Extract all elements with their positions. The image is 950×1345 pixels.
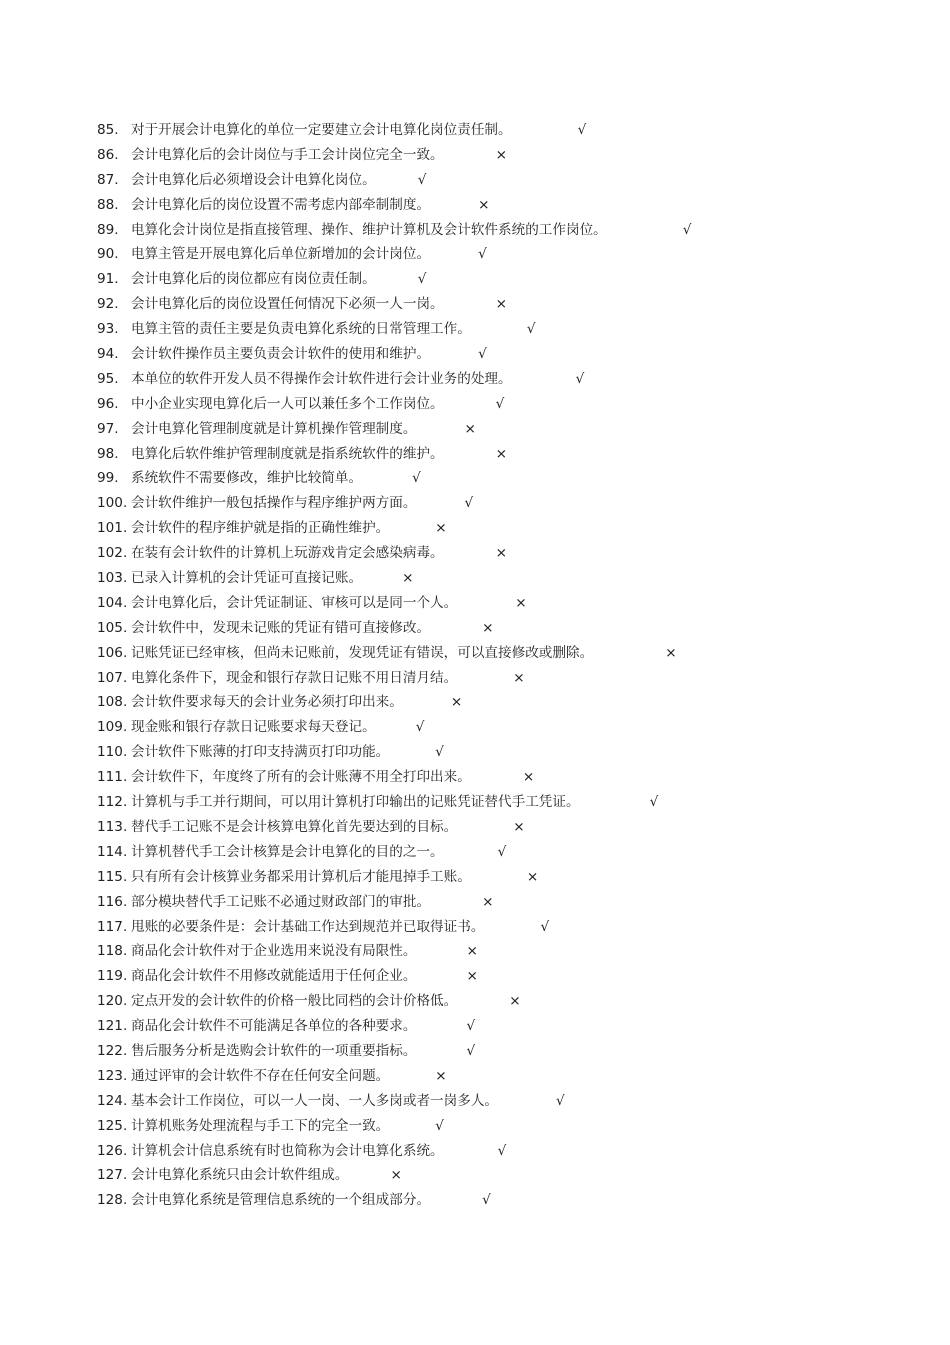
- item-text: 会计电算化后必须增设会计电算化岗位。: [131, 171, 376, 188]
- check-mark: √: [577, 122, 587, 138]
- item-text: 中小企业实现电算化后一人可以兼任多个工作岗位。: [131, 395, 444, 412]
- item-text: 电算主管是开展电算化后单位新增加的会计岗位。: [131, 246, 431, 263]
- item-number: 110.: [97, 744, 128, 761]
- cross-mark: ×: [435, 1067, 447, 1084]
- list-item: [97, 541, 917, 566]
- question-list: [97, 118, 917, 1213]
- item-number: 107.: [97, 669, 128, 686]
- cross-mark: ×: [526, 868, 539, 885]
- list-item: [97, 118, 917, 143]
- cross-mark: ×: [402, 570, 414, 587]
- check-mark: √: [412, 470, 421, 487]
- item-text: 部分模块替代手工记账不必通过财政部门的审批。: [131, 893, 431, 910]
- cross-mark: ×: [522, 769, 535, 786]
- item-text: 定点开发的会计软件的价格一般比同档的会计价格低。: [131, 993, 458, 1010]
- cross-mark: ×: [515, 594, 527, 611]
- list-item: [97, 1163, 917, 1188]
- cross-mark: ×: [482, 619, 494, 636]
- item-text: 售后服务分析是选购会计软件的一项重要指标。: [131, 1042, 417, 1059]
- item-text: 记账凭证已经审核，但尚未记账前，发现凭证有错误，可以直接修改或删除。: [131, 644, 594, 661]
- item-text: 会计软件要求每天的会计业务必须打印出来。: [131, 694, 403, 711]
- item-text: 会计软件下账薄的打印支持满页打印功能。: [131, 744, 390, 761]
- item-text: 本单位的软件开发人员不得操作会计软件进行会计业务的处理。: [131, 370, 512, 387]
- item-number: 126.: [97, 1142, 128, 1159]
- check-mark: √: [497, 843, 507, 860]
- item-text: 会计电算化后的岗位都应有岗位责任制。: [131, 271, 376, 288]
- cross-mark: ×: [495, 545, 508, 562]
- item-text: 会计软件下，年度终了所有的会计账薄不用全打印出来。: [131, 769, 471, 786]
- item-text: 会计软件的程序维护就是指的正确性维护。: [131, 520, 390, 537]
- list-item: [97, 1089, 917, 1114]
- check-mark: √: [478, 246, 487, 263]
- item-text: 会计软件中，发现未记账的凭证有错可直接修改。: [131, 619, 431, 636]
- check-mark: √: [575, 370, 585, 387]
- item-text: 计算机账务处理流程与手工下的完全一致。: [131, 1117, 390, 1134]
- item-text: 已录入计算机的会计凭证可直接记账。: [131, 570, 363, 587]
- list-item: [97, 641, 917, 666]
- list-item: [97, 466, 917, 491]
- item-number: 119.: [97, 968, 128, 985]
- check-mark: √: [482, 1192, 491, 1209]
- cross-mark: ×: [450, 694, 463, 711]
- check-mark: √: [682, 221, 692, 238]
- check-mark: √: [556, 1092, 565, 1109]
- list-item: [97, 740, 917, 765]
- item-number: 101.: [97, 520, 128, 537]
- item-text: 会计电算化后的岗位设置不需考虑内部牵制制度。: [131, 196, 431, 213]
- item-number: 87.: [97, 171, 119, 188]
- item-text: 只有所有会计核算业务都采用计算机后才能甩掉手工账。: [131, 868, 471, 885]
- item-text: 会计电算化系统是管理信息系统的一个组成部分。: [131, 1192, 431, 1209]
- item-number: 117.: [97, 918, 128, 935]
- list-item: [97, 292, 917, 317]
- list-item: [97, 865, 917, 890]
- list-item: [97, 1114, 917, 1139]
- check-mark: √: [417, 171, 427, 188]
- item-number: 100.: [97, 495, 128, 512]
- list-item: [97, 516, 917, 541]
- cross-mark: ×: [435, 520, 447, 537]
- cross-mark: ×: [495, 445, 508, 462]
- check-mark: √: [415, 719, 425, 736]
- item-number: 99.: [97, 470, 119, 487]
- item-text: 商品化会计软件不可能满足各单位的各种要求。: [131, 1018, 417, 1035]
- item-text: 电算化后软件维护管理制度就是指系统软件的维护。: [131, 445, 444, 462]
- list-item: [97, 1064, 917, 1089]
- item-text: 商品化会计软件不用修改就能适用于任何企业。: [131, 968, 417, 985]
- check-mark: √: [495, 395, 505, 412]
- item-number: 113.: [97, 818, 128, 835]
- check-mark: √: [540, 918, 550, 935]
- list-item: [97, 964, 917, 989]
- list-item: [97, 765, 917, 790]
- item-number: 95.: [97, 370, 119, 387]
- item-text: 商品化会计软件对于企业选用来说没有局限性。: [131, 943, 417, 960]
- check-mark: √: [435, 1117, 444, 1134]
- check-mark: √: [417, 271, 427, 288]
- cross-mark: ×: [466, 968, 478, 985]
- item-number: 108.: [97, 694, 128, 711]
- cross-mark: ×: [513, 818, 525, 835]
- item-number: 127.: [97, 1167, 128, 1184]
- item-text: 会计电算化系统只由会计软件组成。: [131, 1167, 349, 1184]
- list-item: [97, 939, 917, 964]
- cross-mark: ×: [495, 296, 508, 313]
- item-number: 109.: [97, 719, 128, 736]
- list-item: [97, 666, 917, 691]
- item-number: 97.: [97, 420, 119, 437]
- item-text: 通过评审的会计软件不存在任何安全问题。: [131, 1067, 390, 1084]
- list-item: [97, 267, 917, 292]
- item-number: 103.: [97, 570, 128, 587]
- cross-mark: ×: [390, 1167, 402, 1184]
- check-mark: √: [526, 321, 536, 338]
- item-number: 98.: [97, 445, 119, 462]
- cross-mark: ×: [509, 993, 521, 1010]
- item-number: 128.: [97, 1192, 128, 1209]
- cross-mark: ×: [495, 146, 508, 163]
- item-text: 计算机替代手工会计核算是会计电算化的目的之一。: [131, 843, 444, 860]
- item-text: 会计软件操作员主要负责会计软件的使用和维护。: [131, 346, 431, 363]
- item-number: 86.: [97, 146, 119, 163]
- check-mark: √: [466, 1018, 476, 1035]
- list-item: [97, 790, 917, 815]
- item-number: 111.: [97, 769, 128, 786]
- check-mark: √: [464, 495, 474, 512]
- list-item: [97, 915, 917, 940]
- check-mark: √: [497, 1142, 507, 1159]
- item-number: 112.: [97, 794, 128, 811]
- list-item: [97, 1039, 917, 1064]
- item-number: 88.: [97, 196, 119, 213]
- item-number: 125.: [97, 1117, 128, 1134]
- cross-mark: ×: [464, 420, 476, 437]
- item-number: 114.: [97, 843, 128, 860]
- list-item: [97, 715, 917, 740]
- item-number: 94.: [97, 346, 119, 363]
- cross-mark: ×: [513, 669, 525, 686]
- item-number: 116.: [97, 893, 128, 910]
- list-item: [97, 143, 917, 168]
- item-text: 会计软件维护一般包括操作与程序维护两方面。: [131, 495, 417, 512]
- item-text: 会计电算化管理制度就是计算机操作管理制度。: [131, 420, 417, 437]
- item-text: 替代手工记账不是会计核算电算化首先要达到的目标。: [131, 818, 458, 835]
- list-item: [97, 491, 917, 516]
- item-text: 基本会计工作岗位，可以一人一岗、一人多岗或者一岗多人。: [131, 1092, 499, 1109]
- item-number: 105.: [97, 619, 128, 636]
- item-number: 115.: [97, 868, 128, 885]
- cross-mark: ×: [466, 943, 478, 960]
- item-text: 电算主管的责任主要是负责电算化系统的日常管理工作。: [131, 321, 471, 338]
- item-number: 120.: [97, 993, 128, 1010]
- item-text: 会计电算化后的岗位设置任何情况下必须一人一岗。: [131, 296, 444, 313]
- list-item: [97, 168, 917, 193]
- list-item: [97, 989, 917, 1014]
- item-number: 104.: [97, 594, 128, 611]
- list-item: [97, 1139, 917, 1164]
- list-item: [97, 417, 917, 442]
- item-text: 电算化会计岗位是指直接管理、操作、维护计算机及会计软件系统的工作岗位。: [131, 221, 607, 238]
- item-text: 系统软件不需要修改，维护比较简单。: [131, 470, 363, 487]
- list-item: [97, 342, 917, 367]
- item-text: 会计电算化后的会计岗位与手工会计岗位完全一致。: [131, 146, 444, 163]
- item-number: 122.: [97, 1042, 128, 1059]
- check-mark: √: [478, 346, 487, 363]
- cross-mark: ×: [665, 644, 677, 661]
- item-number: 123.: [97, 1067, 128, 1084]
- check-mark: √: [466, 1042, 476, 1059]
- item-number: 121.: [97, 1018, 128, 1035]
- item-number: 124.: [97, 1092, 128, 1109]
- list-item: [97, 367, 917, 392]
- item-number: 106.: [97, 644, 128, 661]
- list-item: [97, 840, 917, 865]
- list-item: [97, 690, 917, 715]
- item-number: 92.: [97, 296, 119, 313]
- list-item: [97, 566, 917, 591]
- cross-mark: ×: [482, 893, 494, 910]
- item-text: 电算化条件下，现金和银行存款日记账不用日清月结。: [131, 669, 458, 686]
- item-number: 89.: [97, 221, 119, 238]
- list-item: [97, 616, 917, 641]
- list-item: [97, 242, 917, 267]
- list-item: [97, 890, 917, 915]
- item-number: 102.: [97, 545, 128, 562]
- item-number: 91.: [97, 271, 119, 288]
- list-item: [97, 442, 917, 467]
- list-item: [97, 218, 917, 243]
- item-text: 会计电算化后，会计凭证制证、审核可以是同一个人。: [131, 594, 458, 611]
- check-mark: √: [649, 794, 659, 811]
- item-text: 甩账的必要条件是：会计基础工作达到规范并已取得证书。: [131, 918, 485, 935]
- item-text: 计算机与手工并行期间，可以用计算机打印输出的记账凭证替代手工凭证。: [131, 794, 580, 811]
- item-text: 在装有会计软件的计算机上玩游戏肯定会感染病毒。: [131, 545, 444, 562]
- list-item: [97, 392, 917, 417]
- list-item: [97, 317, 917, 342]
- list-item: [97, 815, 917, 840]
- item-number: 90.: [97, 246, 119, 263]
- item-number: 85.: [97, 122, 119, 138]
- item-text: 现金账和银行存款日记账要求每天登记。: [131, 719, 376, 736]
- item-text: 对于开展会计电算化的单位一定要建立会计电算化岗位责任制。: [131, 122, 512, 138]
- item-number: 118.: [97, 943, 128, 960]
- item-number: 93.: [97, 321, 119, 338]
- list-item: [97, 193, 917, 218]
- list-item: [97, 1014, 917, 1039]
- item-text: 计算机会计信息系统有时也简称为会计电算化系统。: [131, 1142, 444, 1159]
- check-mark: √: [435, 744, 444, 761]
- list-item: [97, 591, 917, 616]
- cross-mark: ×: [478, 196, 490, 213]
- list-item: [97, 1188, 917, 1213]
- item-number: 96.: [97, 395, 119, 412]
